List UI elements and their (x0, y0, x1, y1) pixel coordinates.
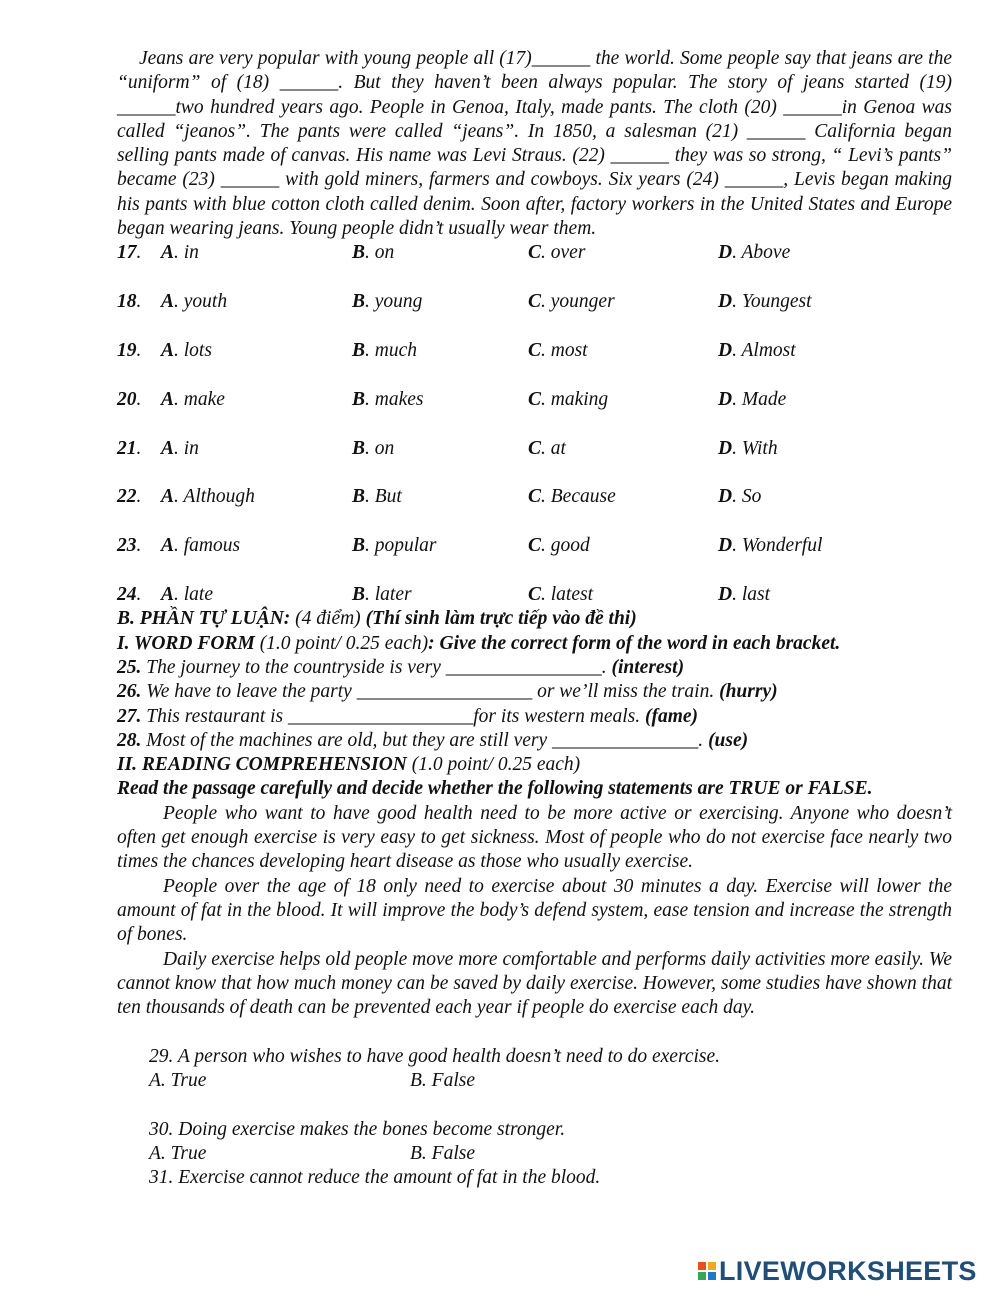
false-option: B. False (410, 1143, 475, 1165)
option-d: D. Wonderful (718, 535, 823, 557)
logo-icon (698, 1262, 716, 1280)
word-form-item: 27. This restaurant is ___________________for its western meals. (fame) (117, 705, 699, 727)
option-b: B. much (352, 339, 418, 361)
option-b: B. later (352, 583, 412, 605)
logo-text: LIVEWORKSHEETS (719, 1255, 977, 1286)
question-number: 21 (117, 437, 137, 459)
word-form-item: 25. The journey to the countryside is very ________________. (interest) (117, 656, 685, 678)
option-a: A. lots (161, 339, 212, 361)
reading-paragraph: People over the age of 18 only need to exercise about 30 minutes a day. Exercise will lower the amount of fat in the blood. It will improve the body’s defend system, ease tension and increase the strength of bones. (117, 875, 952, 946)
word-form-heading: I. WORD FORM (1.0 point/ 0.25 each): Give the correct form of the word in each bracket. (117, 632, 841, 654)
option-d: D. Above (718, 242, 791, 264)
true-option: A. True (149, 1143, 207, 1165)
option-d: D. Almost (718, 339, 796, 361)
option-c: C. latest (528, 583, 594, 605)
answer-options-30 (117, 1142, 952, 1166)
option-a: A. in (161, 242, 199, 264)
option-b: B. on (352, 242, 395, 264)
reading-paragraph: People who want to have good health need to be more active or exercising. Anyone who doesn’t often get enough exercise is very easy to get sickness. Most of people who do not exercise face nearly two times the chances developing heart disease as those who usually exercise. (117, 802, 952, 873)
option-c: C. Because (528, 486, 616, 508)
reading-paragraph: Daily exercise helps old people move more comfortable and performs daily activities more easily. We cannot know that how much money can be saved by daily exercise. However, some studies have shown that ten thousands of death can be prevented each year if people do exercise each day. (117, 948, 952, 1019)
multiple-choice-list (117, 241, 952, 607)
word-form-item: 28. Most of the machines are old, but they are still very _______________. (use) (117, 729, 749, 751)
statement-31: 31. Exercise cannot reduce the amount of fat in the blood. (149, 1167, 601, 1189)
jeans-passage: Jeans are very popular with young people all (17)______ the world. Some people say that jeans are the “uniform” of (18) ______. But they haven’t been always popular. The story of jeans started (19) ______two hundred years ago. People in Genoa, Italy, made pants. The cloth (20) ______in Genoa was called “jeanos”. The pants were called “jeans”. In 1850, a salesman (21) ______ California began selling pants made of canvas. His name was Levi Straus. (22) ______ they was so strong, “ Levi’s pants” became (23) ______ with gold miners, farmers and cowboys. Six years (24) ______, Levis began making his pants with blue cotton cloth called denim. Soon after, factory workers in the United States and Europe began wearing jeans. Young people didn’t usually wear them. (117, 48, 952, 240)
option-c: C. at (528, 437, 566, 459)
option-c: C. good (528, 535, 590, 557)
question-number: 18 (117, 291, 137, 313)
false-option: B. False (410, 1070, 475, 1092)
option-c: C. making (528, 388, 609, 410)
option-a: A. in (161, 437, 199, 459)
question-number: 19 (117, 339, 137, 361)
statement-29: 29. A person who wishes to have good health doesn’t need to do exercise. (149, 1045, 721, 1067)
question-row: 23. A. famous B. popular C. good D. Wonderful (117, 534, 952, 583)
option-b: B. popular (352, 535, 437, 557)
liveworksheets-logo (698, 1256, 977, 1286)
answer-options-29 (117, 1069, 952, 1093)
question-row: 18. A. youth B. young C. younger D. Youngest (117, 290, 952, 339)
true-option: A. True (149, 1070, 207, 1092)
option-a: A. famous (161, 535, 241, 557)
question-row: 19. A. lots B. much C. most D. Almost (117, 339, 952, 388)
section-b-heading: B. PHẦN TỰ LUẬN: (4 điểm) (Thí sinh làm trực tiếp vào đề thi) (117, 608, 637, 630)
question-number: 17 (117, 242, 137, 264)
question-number: 20 (117, 388, 137, 410)
question-number: 22 (117, 486, 137, 508)
question-row: 21. A. in B. on C. at D. With (117, 437, 952, 486)
question-row: 24. A. late B. later C. latest D. last (117, 583, 952, 607)
option-c: C. over (528, 242, 586, 264)
option-a: A. youth (161, 291, 228, 313)
question-number: 24 (117, 583, 137, 605)
question-row: 22. A. Although B. But C. Because D. So (117, 485, 952, 534)
option-a: A. Although (161, 486, 255, 508)
option-a: A. make (161, 388, 225, 410)
question-number: 23 (117, 535, 137, 557)
statement-30: 30. Doing exercise makes the bones become stronger. (149, 1118, 566, 1140)
option-c: C. younger (528, 291, 615, 313)
question-row: 17. A. in B. on C. over D. Above (117, 241, 952, 290)
option-d: D. Made (718, 388, 787, 410)
option-d: D. Youngest (718, 291, 812, 313)
option-b: B. But (352, 486, 402, 508)
option-b: B. on (352, 437, 395, 459)
option-d: D. With (718, 437, 778, 459)
option-b: B. young (352, 291, 423, 313)
reading-instruction: Read the passage carefully and decide whether the following statements are TRUE or FALSE. (117, 778, 873, 800)
option-d: D. last (718, 583, 771, 605)
option-a: A. late (161, 583, 214, 605)
option-b: B. makes (352, 388, 424, 410)
question-row: 20. A. make B. makes C. making D. Made (117, 388, 952, 437)
reading-heading: II. READING COMPREHENSION (1.0 point/ 0.25 each) (117, 754, 581, 776)
option-c: C. most (528, 339, 588, 361)
worksheet-page (117, 47, 952, 1191)
word-form-item: 26. We have to leave the party __________________ or we’ll miss the train. (hurry) (117, 681, 778, 703)
option-d: D. So (718, 486, 762, 508)
